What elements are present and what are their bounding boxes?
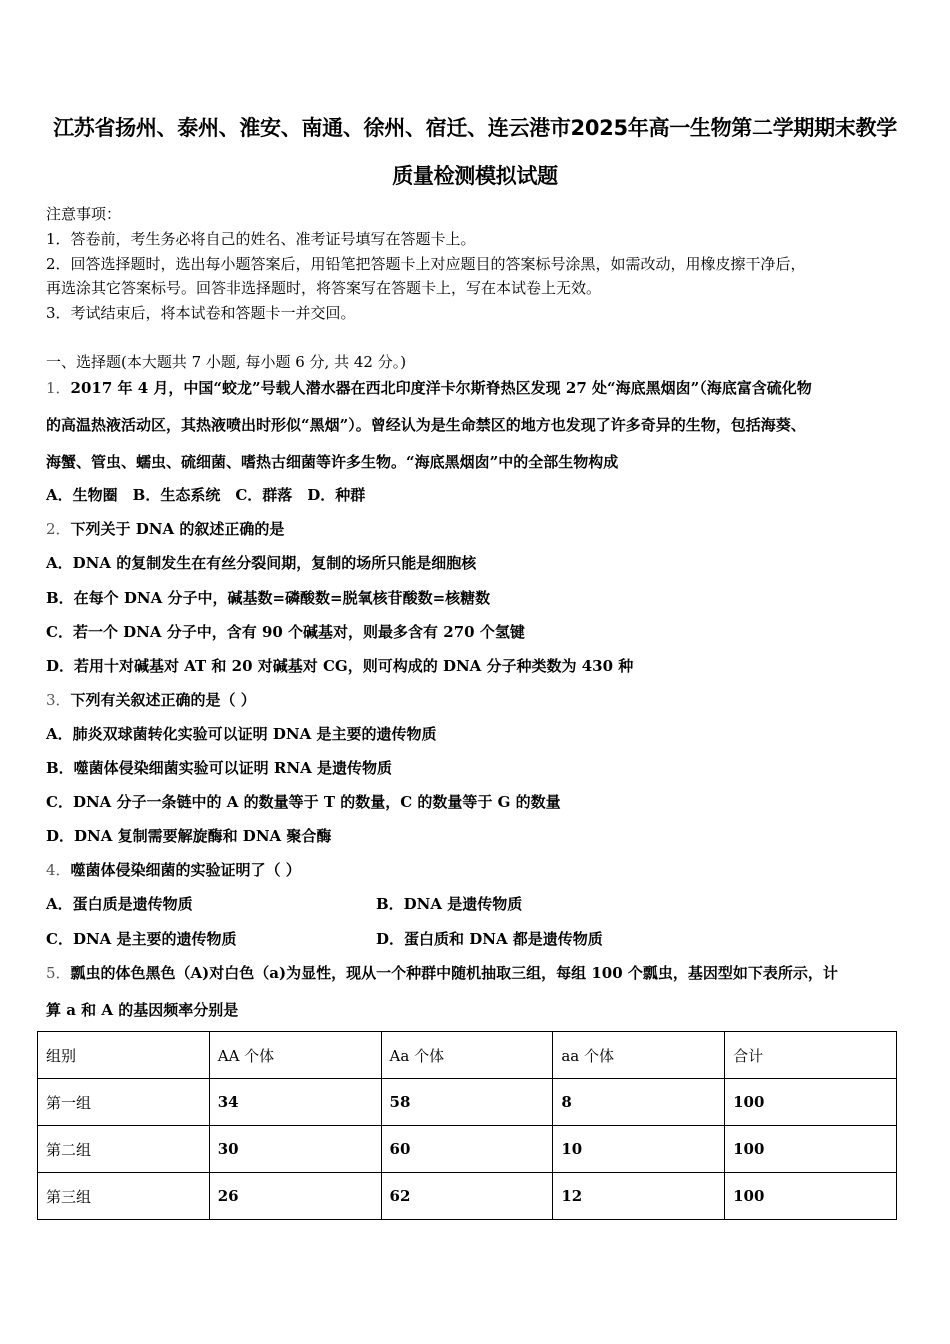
question-4-option-b: B．DNA 是遗传物质	[376, 895, 523, 913]
table-header-cell: AA 个体	[209, 1032, 381, 1079]
table-cell: 30	[209, 1126, 381, 1173]
table-header-cell: aa 个体	[553, 1032, 725, 1079]
document-title-line-2: 质量检测模拟试题	[392, 164, 558, 188]
table-cell: 34	[209, 1079, 381, 1126]
table-cell: 100	[725, 1126, 897, 1173]
question-3-option-a: A．肺炎双球菌转化实验可以证明 DNA 是主要的遗传物质	[46, 725, 437, 743]
table-header-cell: Aa 个体	[381, 1032, 553, 1079]
question-3-option-c: C．DNA 分子一条链中的 A 的数量等于 T 的数量，C 的数量等于 G 的数量	[46, 793, 561, 811]
table-cell: 100	[725, 1173, 897, 1220]
table-cell: 58	[381, 1079, 553, 1126]
question-number: 3．	[46, 691, 71, 709]
section-heading: 一、选择题(本大题共 7 小题, 每小题 6 分, 共 42 分。)	[46, 353, 407, 371]
table-header-cell: 合计	[725, 1032, 897, 1079]
table-cell: 8	[553, 1079, 725, 1126]
question-4-option-a: A．蛋白质是遗传物质	[46, 895, 193, 913]
table-cell: 10	[553, 1126, 725, 1173]
question-5-line: 算 a 和 A 的基因频率分别是	[46, 1001, 239, 1019]
table-cell: 第二组	[38, 1126, 210, 1173]
table-row	[38, 1126, 897, 1173]
notice-item: 3．考试结束后，将本试卷和答题卡一并交回。	[46, 304, 356, 322]
table-cell: 100	[725, 1079, 897, 1126]
table-cell: 第三组	[38, 1173, 210, 1220]
question-3-option-d: D．DNA 复制需要解旋酶和 DNA 聚合酶	[46, 827, 332, 845]
question-1-options: A．生物圈 B．生态系统 C．群落 D．种群	[46, 486, 366, 504]
document-title-line-1: 江苏省扬州、泰州、淮安、南通、徐州、宿迁、连云港市2025年高一生物第二学期期末教学	[53, 116, 897, 140]
table-header-row	[38, 1032, 897, 1079]
notice-item: 2．回答选择题时，选出每小题答案后，用铅笔把答题卡上对应题目的答案标号涂黑，如需改动，用橡皮擦干净后，	[46, 255, 806, 273]
question-2-option-b: B．在每个 DNA 分子中，碱基数=磷酸数=脱氧核苷酸数=核糖数	[46, 589, 491, 607]
genotype-table	[37, 1031, 897, 1220]
question-3-stem: 3．下列有关叙述正确的是（ ）	[46, 691, 256, 709]
question-number: 4．	[46, 861, 71, 879]
question-number: 5．	[46, 964, 71, 982]
question-3-option-b: B．噬菌体侵染细菌实验可以证明 RNA 是遗传物质	[46, 759, 392, 777]
question-number: 2．	[46, 520, 71, 538]
question-5-line: 5．瓢虫的体色黑色（A)对白色（a)为显性，现从一个种群中随机抽取三组，每组 100 个瓢虫，基因型如下表所示，计	[46, 964, 838, 982]
question-2-stem: 2．下列关于 DNA 的叙述正确的是	[46, 520, 285, 538]
table-cell: 26	[209, 1173, 381, 1220]
question-1-line: 海蟹、管虫、蠕虫、硫细菌、嗜热古细菌等许多生物。“海底黑烟囱”中的全部生物构成	[46, 453, 619, 471]
question-2-option-a: A．DNA 的复制发生在有丝分裂间期，复制的场所只能是细胞核	[46, 554, 477, 572]
question-2-option-c: C．若一个 DNA 分子中，含有 90 个碱基对，则最多含有 270 个氢键	[46, 623, 525, 641]
question-number: 1．	[46, 379, 71, 397]
table-cell: 12	[553, 1173, 725, 1220]
table-header-cell: 组别	[38, 1032, 210, 1079]
question-4-option-c: C．DNA 是主要的遗传物质	[46, 930, 237, 948]
table-row	[38, 1079, 897, 1126]
question-1-line	[46, 377, 812, 398]
notice-heading: 注意事项：	[46, 205, 122, 223]
question-2-option-d: D．若用十对碱基对 AT 和 20 对碱基对 CG，则可构成的 DNA 分子种类数为 430 种	[46, 657, 634, 675]
table-row	[38, 1173, 897, 1220]
table-cell: 第一组	[38, 1079, 210, 1126]
table-cell: 60	[381, 1126, 553, 1173]
question-1-line: 的高温热液活动区，其热液喷出时形似“黑烟”）。曾经认为是生命禁区的地方也发现了许多奇异的生物，包括海葵、	[46, 416, 806, 434]
question-1-text: 2017 年 4 月，中国“蛟龙”号载人潜水器在西北印度洋卡尔斯脊热区发现 27 处“海底黑烟囱”（海底富含硫化物	[70, 379, 812, 397]
table-cell: 62	[381, 1173, 553, 1220]
notice-item: 再选涂其它答案标号。回答非选择题时，将答案写在答题卡上，写在本试卷上无效。	[46, 279, 602, 297]
question-4-option-d: D．蛋白质和 DNA 都是遗传物质	[376, 930, 603, 948]
question-4-stem: 4．噬菌体侵染细菌的实验证明了（ ）	[46, 861, 301, 879]
notice-item: 1．答卷前，考生务必将自己的姓名、准考证号填写在答题卡上。	[46, 230, 476, 248]
